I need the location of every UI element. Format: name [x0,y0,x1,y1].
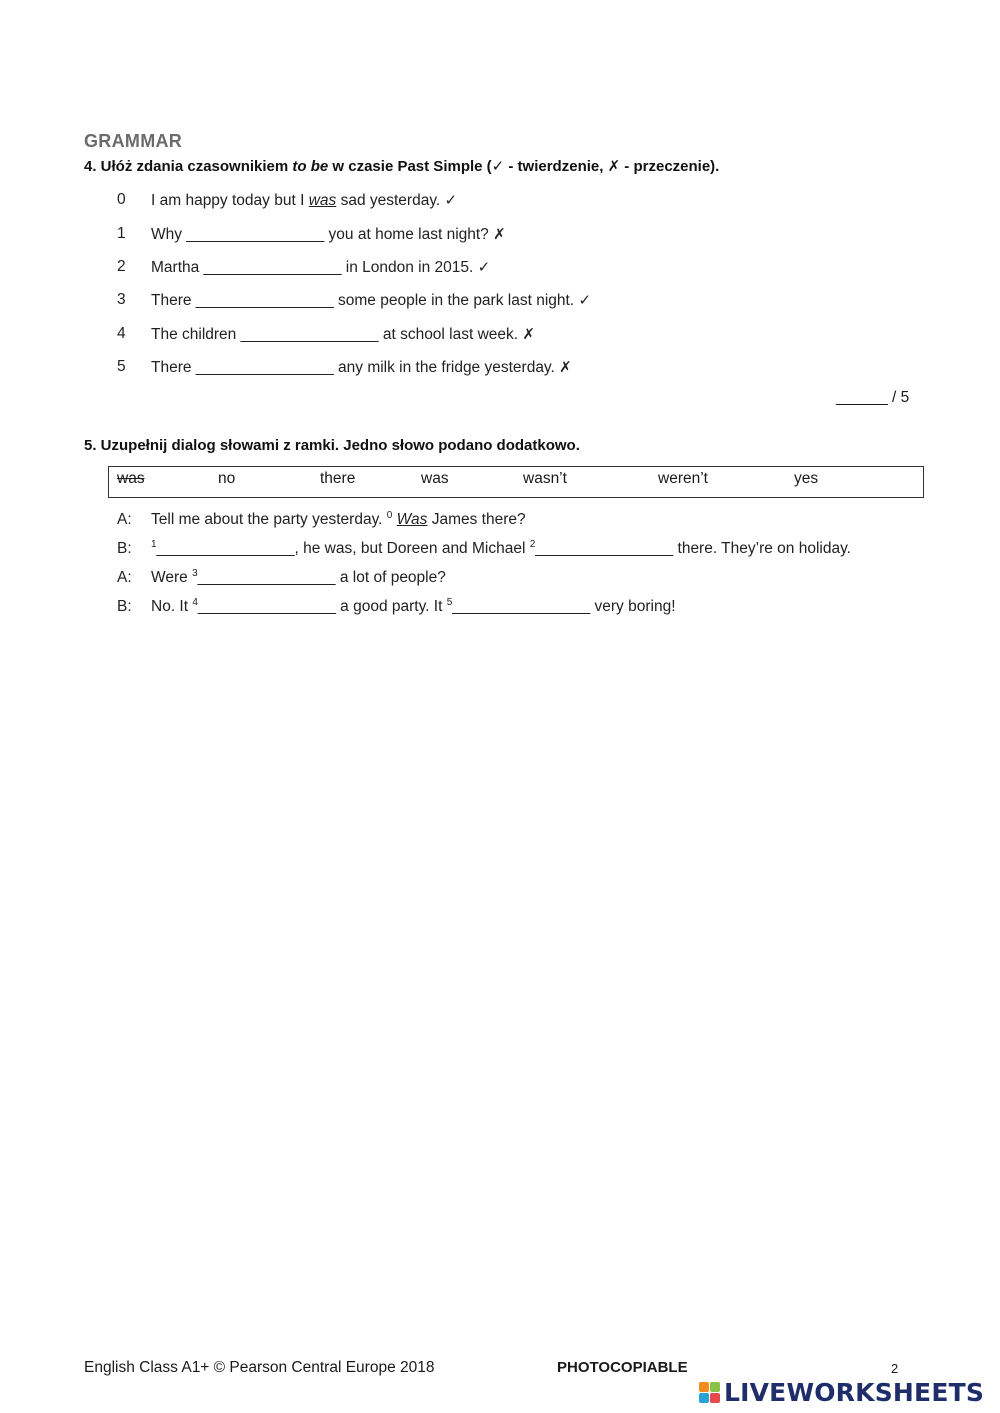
exercise-4-item-5: 5 There ________________ any milk in the fridge yesterday. ✗ [117,358,572,376]
answer-blank[interactable]: There ________________ some people in the park last night. ✓ [151,292,592,309]
speaker-label: B: [117,598,132,615]
dialog-line-2 [0,540,1000,562]
word-box-word: no [218,470,236,487]
check-mark-icon: ✓ [578,292,592,309]
answer-blank[interactable]: The children ________________ at school last week. ✗ [151,326,535,343]
word-box-word: was [421,470,449,487]
answer-blank[interactable]: Martha ________________ in London in 2015. ✓ [151,259,491,276]
exercise-4-item-1: 1 Why ________________ you at home last night? ✗ [117,225,506,243]
cross-mark-icon: ✗ [522,326,535,343]
exercise-4-instruction: 4. Ułóż zdania czasownikiem to be w czasie Past Simple (✓ - twierdzenie, ✗ - przeczenie). [84,158,720,175]
answer-blank[interactable]: Were $^3$________________ a lot of people? [151,567,446,586]
word-box-word-used: was [117,470,145,487]
liveworksheets-wordmark: LIVEWORKSHEETS [724,1378,985,1407]
speaker-label: A: [117,511,132,528]
page-number: 2 [891,1361,899,1376]
section-title: GRAMMAR [84,131,183,151]
liveworksheets-icon [699,1382,721,1404]
answer-blank[interactable]: Why ________________ you at home last night? ✗ [151,226,506,243]
exercise-4-item-2: 2 Martha ________________ in London in 2015. ✓ [117,258,491,276]
word-box-word: weren’t [658,470,708,487]
footer-photocopiable: PHOTOCOPIABLE [557,1359,688,1376]
exercise-5-instruction: 5. Uzupełnij dialog słowami z ramki. Jedno słowo podano dodatkowo. [84,437,580,454]
footer-copyright: English Class A1+ © Pearson Central Europe 2018 [84,1359,435,1376]
word-box-word: there [320,470,356,487]
cross-mark-icon: ✗ [559,359,572,376]
word-box [108,466,924,498]
check-mark-icon: ✓ [444,192,458,209]
dialog-line-3 [0,569,1000,591]
example-answer: Was [396,511,428,528]
cross-mark-icon: ✗ [493,226,506,243]
example-answer: was [308,192,337,209]
dialog-line-4 [0,598,1000,620]
speaker-label: A: [117,569,132,586]
exercise-4-item-3: 3 There ________________ some people in the park last night. ✓ [117,291,592,309]
exercise-4-item-0: 0 I am happy today but I was sad yesterday. ✓ [117,191,458,209]
score-field: ______ / 5 [836,389,910,406]
answer-blank[interactable]: No. It $^4$________________ a good party. It $^5$________________ very boring! [151,596,676,615]
check-mark-icon: ✓ [477,259,491,276]
exercise-4-item-4: 4 The children ________________ at school last week. ✗ [117,325,535,343]
answer-blank[interactable]: $^1$________________, he was, but Doreen and Michael $^2$________________ there. They’re on holiday. [151,538,851,557]
liveworksheets-logo [699,1378,984,1407]
answer-blank[interactable]: There ________________ any milk in the fridge yesterday. ✗ [151,359,572,376]
speaker-label: B: [117,540,132,557]
word-box-word: wasn’t [523,470,567,487]
dialog-line-1: A: Tell me about the party yesterday. $^0$ Was James there? [117,509,526,528]
word-box-word: yes [794,470,819,487]
